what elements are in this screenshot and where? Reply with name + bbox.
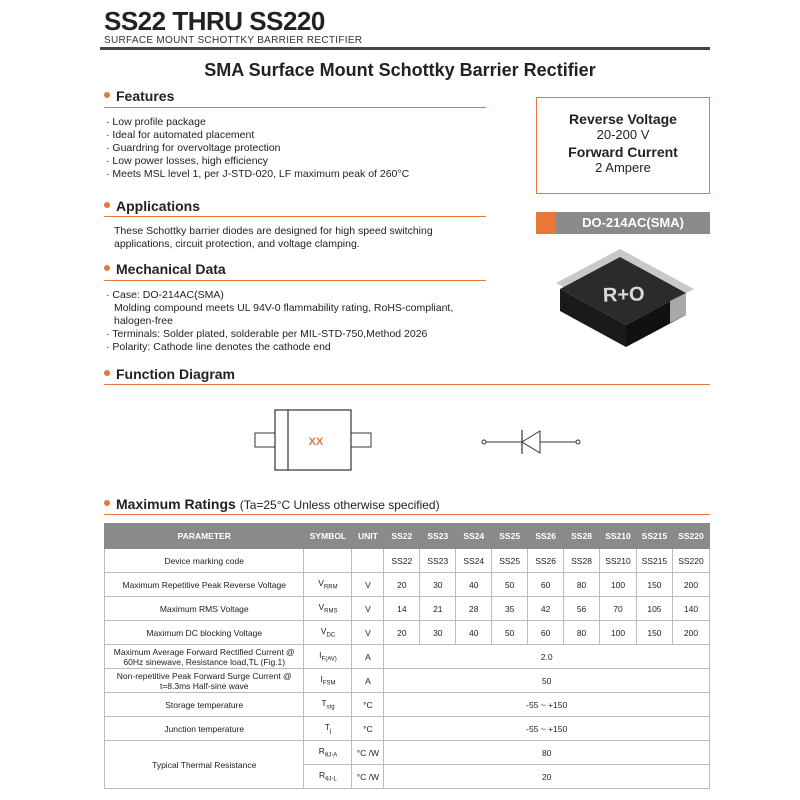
value-cell: 21 (420, 597, 456, 621)
list-item: · Polarity: Cathode line denotes the cathode end (106, 341, 453, 354)
value-cell: 14 (384, 597, 420, 621)
value-cell: 50 (492, 573, 528, 597)
function-diagram (250, 400, 590, 480)
table-row (105, 669, 710, 693)
features-list (106, 116, 409, 181)
list-item: · Guardring for overvoltage protection (106, 142, 409, 155)
symbol-cell: $T_j$ (304, 717, 352, 741)
package-title-bar (536, 212, 710, 234)
parameter-cell: Junction temperature (105, 717, 304, 741)
list-item: · Low profile package (106, 116, 409, 129)
list-item: · Ideal for automated placement (106, 129, 409, 142)
package-photo (548, 243, 698, 355)
main-title: SMA Surface Mount Schottky Barrier Rectifier (204, 60, 596, 80)
value-cell: 42 (528, 597, 564, 621)
value-cell: -55 ~ +150 (384, 693, 710, 717)
document-subtitle: SURFACE MOUNT SCHOTTKY BARRIER RECTIFIER (104, 35, 363, 46)
list-item-continuation: Molding compound meets UL 94V-0 flammability rating, RoHS-compliant, (114, 302, 454, 314)
parameter-cell: Storage temperature (105, 693, 304, 717)
value-cell: SS24 (456, 549, 492, 573)
value-cell: 28 (456, 597, 492, 621)
value-cell: 100 (600, 573, 637, 597)
value-cell: -55 ~ +150 (384, 717, 710, 741)
value-cell: SS215 (636, 549, 672, 573)
ratings-table (104, 523, 710, 789)
unit-cell: °C /W (352, 765, 384, 789)
list-item: · Case: DO-214AC(SMA) (106, 289, 453, 302)
column-header: SS22 (384, 524, 420, 549)
table-row (105, 693, 710, 717)
symbol-cell: $I_{FSM}$ (304, 669, 352, 693)
table-header-row (105, 524, 710, 549)
mechanical-rule (104, 280, 486, 281)
value-cell: SS210 (600, 549, 637, 573)
unit-cell: °C (352, 693, 384, 717)
unit-cell: V (352, 573, 384, 597)
chip-marking: R+O (602, 283, 646, 307)
column-header: UNIT (352, 524, 384, 549)
value-cell: 20 (384, 765, 710, 789)
value-cell: 30 (420, 621, 456, 645)
value-cell: 80 (564, 621, 600, 645)
column-header: SS25 (492, 524, 528, 549)
unit-cell: °C /W (352, 741, 384, 765)
value-cell: 105 (636, 597, 672, 621)
diode-symbol-icon (482, 430, 580, 454)
value-cell: 100 (600, 621, 637, 645)
symbol-cell: $T_{stg}$ (304, 693, 352, 717)
mechanical-list (106, 289, 453, 354)
column-header: SS26 (528, 524, 564, 549)
column-header: SS220 (672, 524, 709, 549)
value-cell: SS25 (492, 549, 528, 573)
spec-summary-box (536, 97, 710, 194)
unit-cell: °C (352, 717, 384, 741)
bullet-dot-icon (104, 202, 110, 208)
function-diagram-rule (104, 384, 710, 385)
list-item: · Meets MSL level 1, per J-STD-020, LF maximum peak of 260°C (106, 168, 409, 181)
bullet-dot-icon (104, 370, 110, 376)
table-row (105, 597, 710, 621)
value-cell: 20 (384, 621, 420, 645)
column-header: SS215 (636, 524, 672, 549)
symbol-cell: $R_{\theta J-L}$ (304, 765, 352, 789)
document-title: SS22 THRU SS220 (104, 6, 325, 36)
value-cell: 150 (636, 573, 672, 597)
value-cell: 50 (492, 621, 528, 645)
symbol-cell (304, 549, 352, 573)
value-cell: SS23 (420, 549, 456, 573)
value-cell: 80 (384, 741, 710, 765)
table-row (105, 549, 710, 573)
value-cell: 80 (564, 573, 600, 597)
package-name: DO-214AC(SMA) (582, 215, 684, 230)
bullet-dot-icon (104, 265, 110, 271)
parameter-cell: Maximum DC blocking Voltage (105, 621, 304, 645)
parameter-cell: Maximum Average Forward Rectified Current @ 60Hz sinewave, Resistance load,TL (Fig.1) (105, 645, 304, 669)
applications-rule (104, 216, 486, 217)
column-header: SS23 (420, 524, 456, 549)
value-cell: 200 (672, 621, 709, 645)
features-rule (104, 107, 486, 108)
value-cell: 40 (456, 573, 492, 597)
value-cell: 150 (636, 621, 672, 645)
symbol-cell: $V_{RMS}$ (304, 597, 352, 621)
value-cell: 20 (384, 573, 420, 597)
value-cell: SS28 (564, 549, 600, 573)
symbol-cell: $I_{F(AV)}$ (304, 645, 352, 669)
table-row (105, 717, 710, 741)
table-row (105, 741, 710, 765)
column-header: SYMBOL (304, 524, 352, 549)
parameter-cell: Maximum Repetitive Peak Reverse Voltage (105, 573, 304, 597)
list-item: · Low power losses, high efficiency (106, 155, 409, 168)
unit-cell: V (352, 597, 384, 621)
reverse-voltage-value: 20-200 V (596, 127, 650, 142)
forward-current-value: 2 Ampere (595, 160, 651, 175)
value-cell: 140 (672, 597, 709, 621)
table-body (105, 549, 710, 789)
value-cell: 70 (600, 597, 637, 621)
value-cell: 50 (384, 669, 710, 693)
mechanical-heading: Mechanical Data (104, 261, 226, 277)
unit-cell (352, 549, 384, 573)
unit-cell: V (352, 621, 384, 645)
symbol-cell: $V_{DC}$ (304, 621, 352, 645)
symbol-cell: $V_{RRM}$ (304, 573, 352, 597)
column-header: SS210 (600, 524, 637, 549)
table-row (105, 621, 710, 645)
value-cell: 56 (564, 597, 600, 621)
list-item-continuation: halogen-free (114, 315, 173, 327)
value-cell: 40 (456, 621, 492, 645)
features-heading: Features (104, 88, 174, 104)
function-diagram-heading: Function Diagram (104, 366, 235, 382)
unit-cell: A (352, 669, 384, 693)
value-cell: SS22 (384, 549, 420, 573)
table-row (105, 645, 710, 669)
parameter-cell: Device marking code (105, 549, 304, 573)
parameter-cell: Non-repetitive Peak Forward Surge Current @ t=8.3ms Half-sine wave (105, 669, 304, 693)
parameter-cell: Maximum RMS Voltage (105, 597, 304, 621)
symbol-cell: $R_{\theta J-A}$ (304, 741, 352, 765)
reverse-voltage-label: Reverse Voltage (569, 111, 677, 127)
column-header: SS28 (564, 524, 600, 549)
value-cell: 200 (672, 573, 709, 597)
unit-cell: A (352, 645, 384, 669)
bullet-dot-icon (104, 92, 110, 98)
value-cell: 30 (420, 573, 456, 597)
value-cell: 35 (492, 597, 528, 621)
column-header: SS24 (456, 524, 492, 549)
ratings-heading: Maximum Ratings (Ta=25°C Unless otherwise specified) (104, 496, 440, 512)
table-row (105, 573, 710, 597)
value-cell: SS26 (528, 549, 564, 573)
bullet-dot-icon (104, 500, 110, 506)
header-rule (100, 47, 710, 50)
applications-heading: Applications (104, 198, 200, 214)
applications-text: These Schottky barrier diodes are designed for high speed switching applications, circuit protection, and voltage clamping. (114, 225, 433, 250)
value-cell: 60 (528, 573, 564, 597)
value-cell: 2.0 (384, 645, 710, 669)
package-marking-code: XX (308, 436, 324, 448)
parameter-cell: Typical Thermal Resistance (105, 741, 304, 789)
ratings-rule (104, 514, 710, 515)
value-cell: 60 (528, 621, 564, 645)
forward-current-label: Forward Current (568, 144, 678, 160)
column-header: PARAMETER (105, 524, 304, 549)
package-title-accent (536, 212, 556, 234)
list-item: · Terminals: Solder plated, solderable per MIL-STD-750,Method 2026 (106, 328, 453, 341)
value-cell: SS220 (672, 549, 709, 573)
